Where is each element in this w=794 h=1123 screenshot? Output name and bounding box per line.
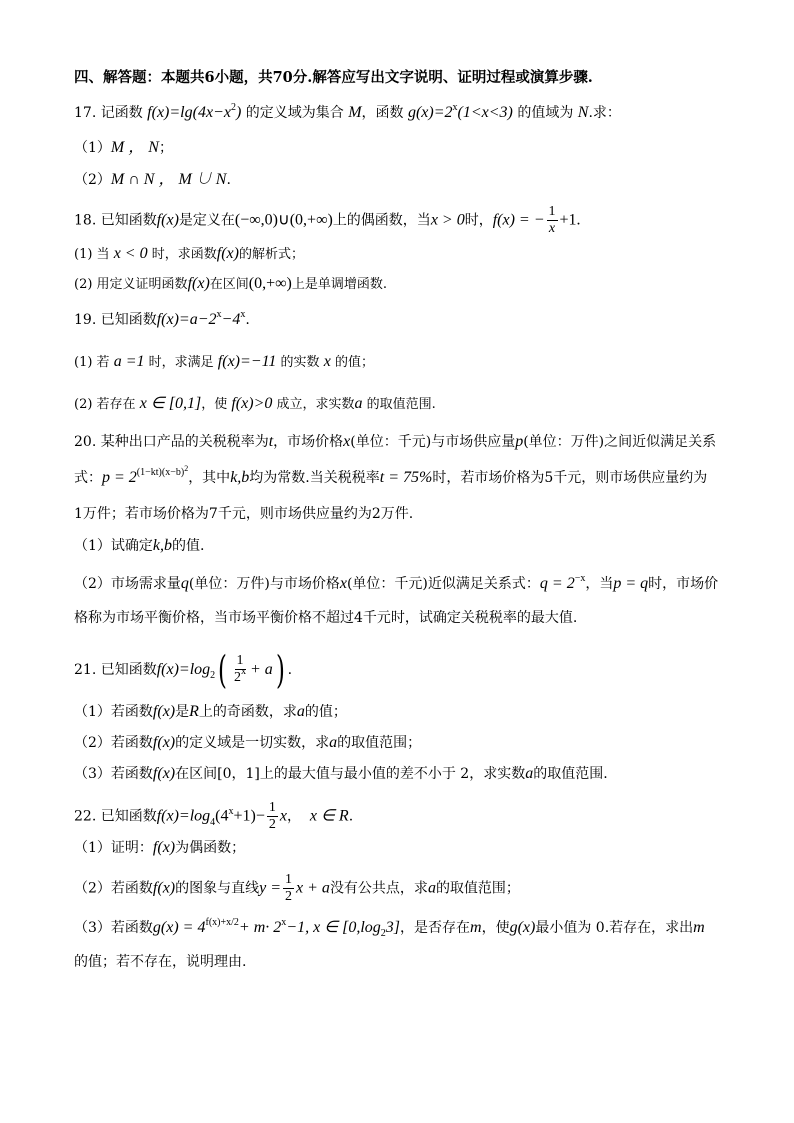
problem-20-line2: 式：$p = 2^{(1-kt)(x-b)2}$，其中k,b均为常数.当关税税率t = 75%时，若市场价格为5千元，则市场供应量约为	[74, 464, 708, 486]
fraction-1-over-x: $\frac{1}{x}$	[548, 204, 556, 236]
section-heading: 四、解答题：本题共6小题，共70分.解答应写出文字说明、证明过程或演算步骤.	[74, 69, 593, 86]
problem-18-stem: 18. 已知函数f(x)是定义在(−∞,0)∪(0,+∞)上的偶函数，当x > 0时，f(x) = − $\frac{1}{x}$ +1.	[74, 204, 581, 236]
problem-19-part2: (2) 若存在 x ∈ [0,1]，使 f(x)>0 成立，求实数a 的取值范围.	[74, 395, 436, 412]
problem-20-part2-line2: 格称为市场平衡价格，当市场平衡价格不超过4千元时，试确定关税税率的最大值.	[74, 610, 578, 626]
problem-20-line1: 20. 某种出口产品的关税税率为t，市场价格x(单位：千元)与市场供应量p(单位：万件)之间近似满足关系	[74, 433, 717, 450]
problem-18-part2: (2) 用定义证明函数f(x)在区间(0,+∞)上是单调增函数.	[74, 275, 388, 292]
problem-21-part1: （1）若函数f(x)是R上的奇函数，求a的值；	[74, 703, 347, 720]
problem-19-stem: 19. 已知函数$f(x)=a-2^x-4^x$.	[74, 309, 250, 328]
problem-17-part1: （1）M ， N；	[74, 139, 173, 156]
problem-18-part1: (1) 当 x < 0 时，求函数f(x)的解析式；	[74, 245, 304, 262]
problem-20-part1: （1）试确定k,b的值.	[74, 537, 205, 554]
problem-22-stem: 22. 已知函数$f(x)=\log_4(4^x+1)-$ $\frac{1}{2}$ x， x ∈ R.	[74, 800, 354, 832]
problem-17-part2: （2）M ∩ N ， M ∪ N.	[74, 171, 231, 188]
problem-20-line3: 1万件；若市场价格为7千元，则市场供应量约为2万件.	[74, 506, 414, 522]
problem-20-part2-line1: （2）市场需求量q(单位：万件)与市场价格x(单位：千元)近似满足关系式：$q = 2^{-x}$，当p = q时，市场价	[74, 573, 719, 592]
problem-22-part3-line2: 的值；若不存在，说明理由.	[74, 954, 247, 970]
problem-21-stem: 21. 已知函数$f(x)=\log_2$( $\frac{1}{2^x}$ + a) .	[74, 648, 293, 692]
problem-21-part3: （3）若函数f(x)在区间[0，1]上的最大值与最小值的差不小于 2，求实数a的取值范围.	[74, 765, 608, 782]
problem-19-part1: (1) 若 a =1 时，求满足 f(x)=−11 的实数 x 的值；	[74, 353, 374, 370]
problem-17-stem: 17. 记函数 $f(x)=\lg(4x-x^2)$ 的定义域为集合 M，函数 $g(x)=2^x(1<x<3)$ 的值域为 N.求：	[74, 102, 621, 121]
problem-22-part3-line1: （3）若函数$g(x) = 4^{f(x)+x/2}+ m\cdot 2^x-1$, x ∈ $[0,\log_23]$，是否存在m，使g(x)最小值为 0.若存在，求出m	[74, 917, 705, 939]
fraction-half-2: $\frac{1}{2}$	[285, 872, 293, 904]
problem-22-part1: （1）证明：f(x)为偶函数；	[74, 839, 246, 856]
fraction-half: $\frac{1}{2}$	[268, 800, 276, 832]
problem-22-part2: （2）若函数f(x)的图象与直线y = $\frac{1}{2}$ x + a没有公共点，求a的取值范围；	[74, 872, 520, 904]
fraction-1-over-2x: $\frac{1}{2^x}$	[234, 653, 246, 685]
problem-21-part2: （2）若函数f(x)的定义域是一切实数，求a的取值范围；	[74, 734, 422, 751]
